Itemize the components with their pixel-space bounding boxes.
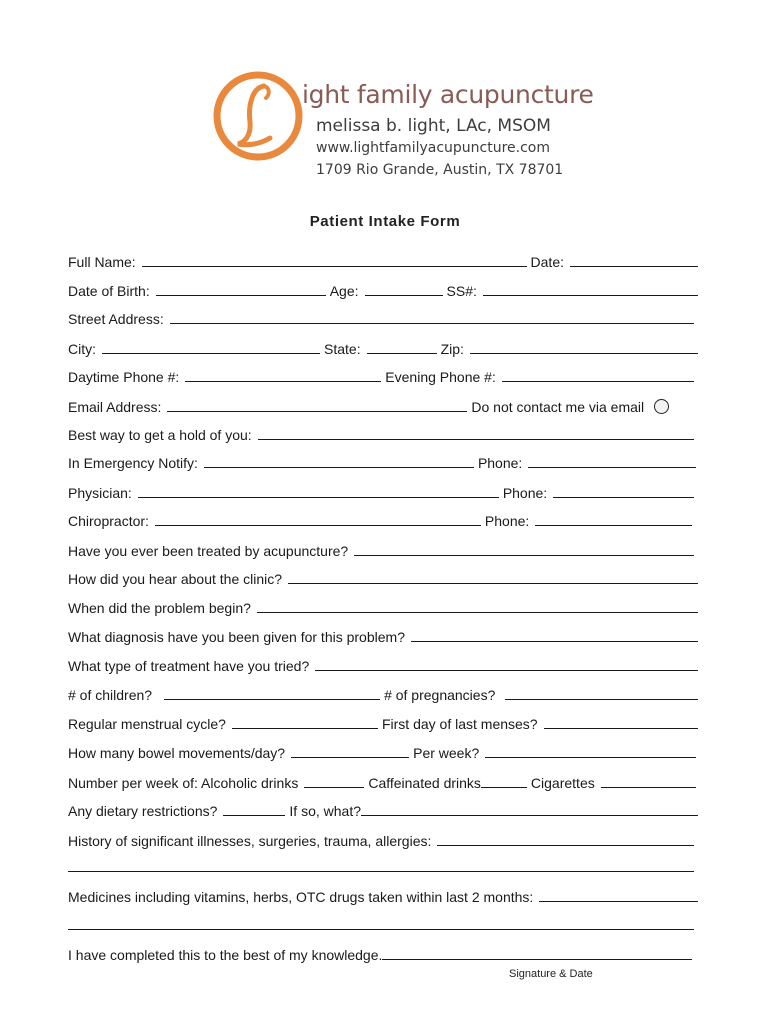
acupuncture-question: Have you ever been treated by acupuncture? <box>68 543 349 559</box>
treatment-field[interactable] <box>315 670 698 671</box>
zip-field[interactable] <box>470 353 698 354</box>
row-problem <box>68 596 702 616</box>
row-medicines <box>68 885 702 905</box>
full-name-field[interactable] <box>142 266 527 267</box>
bowel-label: How many bowel movements/day? <box>68 745 286 761</box>
problem-question: When did the problem begin? <box>68 600 251 616</box>
diagnosis-field[interactable] <box>411 641 698 642</box>
alcohol-label: Number per week of: Alcoholic drinks <box>68 775 299 791</box>
row-email <box>68 395 702 415</box>
physician-phone-field[interactable] <box>553 497 694 498</box>
email-label: Email Address: <box>68 399 162 415</box>
row-children <box>68 683 702 703</box>
chiropractor-phone-field[interactable] <box>535 525 692 526</box>
emergency-phone-field[interactable] <box>528 467 696 468</box>
medicines-field[interactable] <box>539 901 698 902</box>
zip-label: Zip: <box>440 341 464 357</box>
dob-field[interactable] <box>156 295 326 296</box>
menstrual-field[interactable] <box>232 728 378 729</box>
physician-field[interactable] <box>138 497 499 498</box>
row-menstrual <box>68 712 702 732</box>
row-emergency <box>68 451 702 471</box>
row-full-name <box>68 250 702 270</box>
cigarettes-field[interactable] <box>601 787 696 788</box>
dob-label: Date of Birth: <box>68 283 150 299</box>
row-bowel <box>68 741 702 761</box>
hear-field[interactable] <box>288 583 698 584</box>
row-completed <box>68 943 702 963</box>
row-physician <box>68 481 702 501</box>
hear-question: How did you hear about the clinic? <box>68 571 283 587</box>
clinic-address: 1709 Rio Grande, Austin, TX 78701 <box>316 162 564 178</box>
history-label: History of significant illnesses, surgeries, trauma, allergies: <box>68 833 432 849</box>
menses-field[interactable] <box>544 728 698 729</box>
state-field[interactable] <box>367 353 437 354</box>
street-label: Street Address: <box>68 311 164 327</box>
diagnosis-question: What diagnosis have you been given for this problem? <box>68 629 405 645</box>
bowel-week-field[interactable] <box>485 757 696 758</box>
treatment-question: What type of treatment have you tried? <box>68 658 310 674</box>
ss-field[interactable] <box>483 295 698 296</box>
no-contact-radio[interactable] <box>654 399 669 414</box>
dietary-label: Any dietary restrictions? <box>68 803 218 819</box>
completed-statement: I have completed this to the best of my knowledge. <box>68 947 383 963</box>
row-best-way <box>68 423 702 443</box>
form-title: Patient Intake Form <box>309 213 461 230</box>
city-label: City: <box>68 341 96 357</box>
row-chiropractor <box>68 509 702 529</box>
children-label: # of children? <box>68 687 153 703</box>
menses-label: First day of last menses? <box>381 716 538 732</box>
row-phones <box>68 365 702 385</box>
chiropractor-phone-label: Phone: <box>484 513 530 529</box>
if-so-label: If so, what? <box>289 803 361 819</box>
row-dob <box>68 279 702 299</box>
date-label: Date: <box>530 254 564 270</box>
city-field[interactable] <box>102 353 320 354</box>
acupuncture-field[interactable] <box>354 555 694 556</box>
state-label: State: <box>324 341 361 357</box>
row-medicines-cont <box>68 913 702 933</box>
row-diagnosis <box>68 625 702 645</box>
cigarettes-label: Cigarettes <box>530 775 595 791</box>
clinic-logo <box>212 66 594 184</box>
menstrual-label: Regular menstrual cycle? <box>68 716 226 732</box>
row-dietary <box>68 799 702 819</box>
best-way-label: Best way to get a hold of you: <box>68 427 252 443</box>
caffeinated-label: Caffeinated drinks <box>368 775 481 791</box>
if-so-field[interactable] <box>361 815 698 816</box>
row-substances <box>68 771 702 791</box>
ss-label: SS#: <box>446 283 477 299</box>
no-contact-label: Do not contact me via email <box>471 399 645 415</box>
practitioner-name: melissa b. light, LAc, MSOM <box>316 116 551 136</box>
medicines-field-line-2[interactable] <box>68 929 694 930</box>
alcohol-field[interactable] <box>304 787 364 788</box>
eve-phone-field[interactable] <box>502 381 694 382</box>
children-field[interactable] <box>164 699 380 700</box>
problem-field[interactable] <box>257 612 698 613</box>
logo-l-mark-icon <box>212 66 312 166</box>
emergency-field[interactable] <box>204 467 474 468</box>
caffeinated-field[interactable] <box>481 787 527 788</box>
pregnancies-label: # of pregnancies? <box>384 687 496 703</box>
emergency-label: In Emergency Notify: <box>68 455 198 471</box>
history-field[interactable] <box>437 845 694 846</box>
date-field[interactable] <box>570 266 698 267</box>
physician-phone-label: Phone: <box>502 485 548 501</box>
day-phone-field[interactable] <box>185 381 381 382</box>
row-history <box>68 829 702 849</box>
chiropractor-field[interactable] <box>155 525 481 526</box>
age-field[interactable] <box>365 295 443 296</box>
age-label: Age: <box>329 283 359 299</box>
signature-field[interactable] <box>382 959 692 960</box>
chiropractor-label: Chiropractor: <box>68 513 149 529</box>
physician-label: Physician: <box>68 485 132 501</box>
street-field[interactable] <box>170 323 694 324</box>
row-acupuncture <box>68 539 702 559</box>
row-history-cont <box>68 855 702 875</box>
website-url: www.lightfamilyacupuncture.com <box>316 140 551 156</box>
row-hear <box>68 567 702 587</box>
day-phone-label: Daytime Phone #: <box>68 369 180 385</box>
emergency-phone-label: Phone: <box>477 455 523 471</box>
email-field[interactable] <box>167 411 467 412</box>
row-city <box>68 337 702 357</box>
eve-phone-label: Evening Phone #: <box>385 369 496 385</box>
bowel-day-field[interactable] <box>291 757 409 758</box>
brand-name: ight family acupuncture <box>302 80 594 109</box>
dietary-field[interactable] <box>223 815 285 816</box>
pregnancies-field[interactable] <box>505 699 698 700</box>
best-way-field[interactable] <box>258 439 694 440</box>
row-street <box>68 307 702 327</box>
history-field-line-2[interactable] <box>68 871 694 872</box>
full-name-label: Full Name: <box>68 254 136 270</box>
row-treatment <box>68 654 702 674</box>
medicines-label: Medicines including vitamins, herbs, OTC drugs taken within last 2 months: <box>68 889 534 905</box>
signature-caption: Signature & Date <box>509 968 593 980</box>
per-week-label: Per week? <box>413 745 480 761</box>
